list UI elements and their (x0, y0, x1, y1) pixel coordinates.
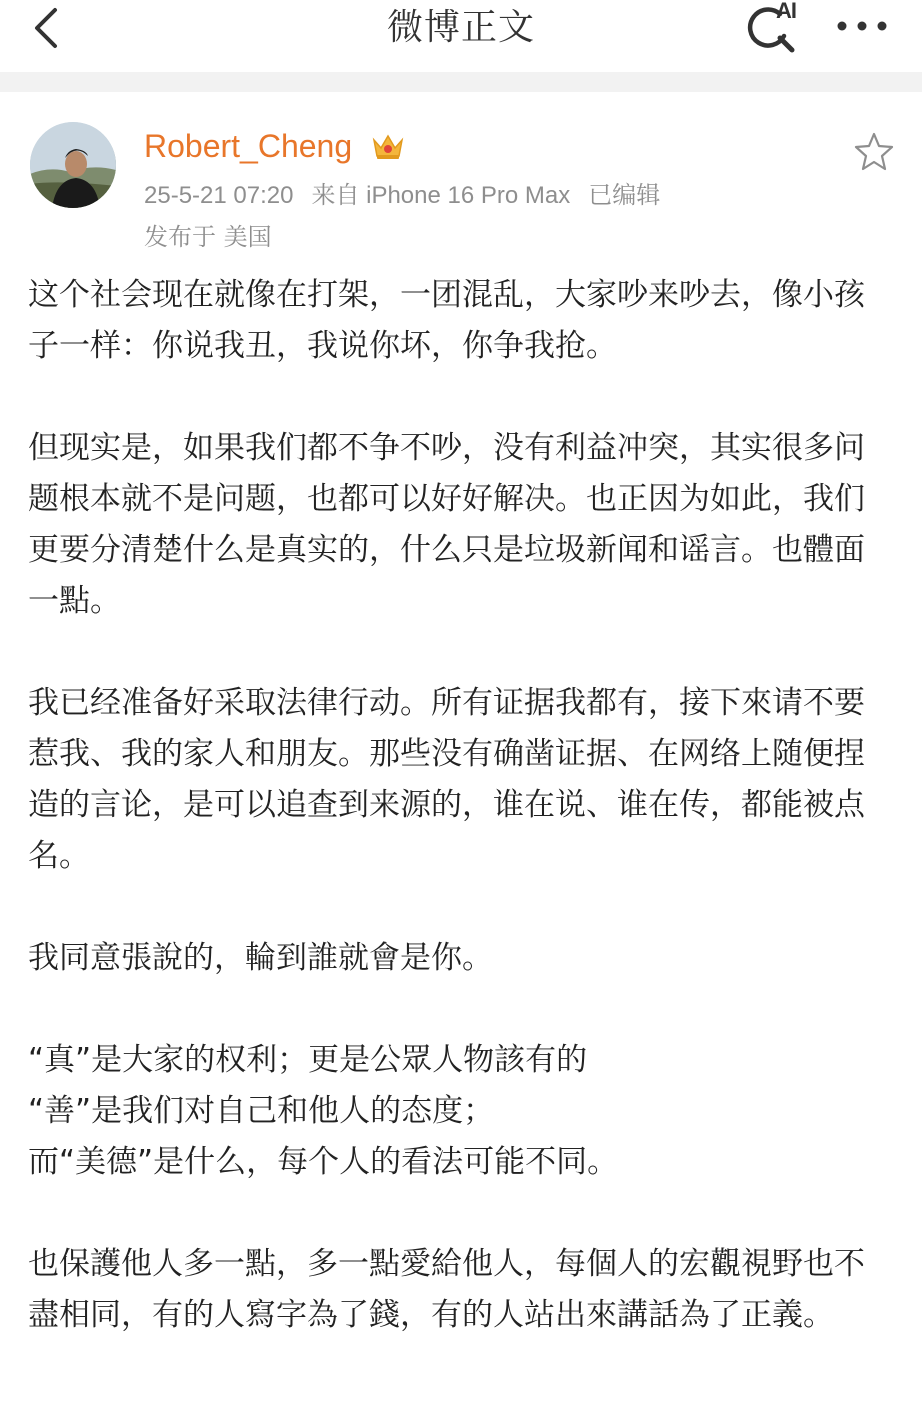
ai-search-icon (742, 0, 806, 54)
ai-search-button[interactable] (742, 0, 806, 54)
top-nav-bar (0, 0, 922, 72)
more-button[interactable] (832, 4, 892, 48)
paragraph-line: 也保護他人多一點，多一點愛給他人，每個人的宏觀視野也不盡相同，有的人寫字為了錢，有的人站出來講話為了正義。 (28, 1246, 865, 1333)
post-location: 发布于 美国 (144, 223, 272, 251)
page-title: 微博正文 (386, 7, 535, 48)
post-timestamp: 25-5-21 07:20 (144, 182, 294, 209)
avatar-image (30, 122, 116, 208)
paragraph-line: 而“美德”是什么，每个人的看法可能不同。 (28, 1144, 619, 1180)
paragraph-line: 这个社会现在就像在打架，一团混乱，大家吵来吵去，像小孩子一样：你说我丑，我说你坏，你争我抢。 (28, 277, 865, 364)
paragraph-line: 但现实是，如果我们都不争不吵，没有利益冲突，其实很多问题根本就不是问题，也都可以好好解决。也正因为如此，我们更要分清楚什么是真实的，什么只是垃圾新闻和谣言。也體面一點。 (28, 430, 865, 619)
crown-icon (370, 130, 406, 162)
post-meta (144, 180, 678, 212)
paragraph-line: 我同意張說的，輪到誰就會是你。 (28, 940, 493, 976)
paragraph-line: “真”是大家的权利；更是公眾人物該有的 (28, 1042, 588, 1078)
more-dots-icon (834, 20, 890, 32)
post-paragraph (28, 1035, 894, 1188)
post-source: 来自 iPhone 16 Pro Max (311, 182, 571, 209)
post-body (28, 270, 894, 1392)
post-paragraph (28, 678, 894, 882)
post-paragraph (28, 933, 894, 984)
paragraph-line: 我已经准备好采取法律行动。所有证据我都有，接下來请不要惹我、我的家人和朋友。那些没有确凿证据、在网络上随便捏造的言论，是可以追查到来源的，谁在说、谁在传，都能被点名。 (28, 685, 865, 874)
post-paragraph (28, 1239, 894, 1341)
edited-label: 已编辑 (588, 182, 661, 209)
star-outline-icon (852, 130, 896, 174)
author-name[interactable]: Robert_Cheng (144, 128, 353, 164)
favorite-button[interactable] (852, 130, 896, 174)
post-paragraph (28, 270, 894, 372)
post-paragraph (28, 423, 894, 627)
avatar[interactable] (30, 122, 116, 208)
paragraph-line: “善”是我们对自己和他人的态度； (28, 1093, 495, 1129)
header-divider (0, 72, 922, 92)
ai-label: AI (776, 0, 796, 23)
